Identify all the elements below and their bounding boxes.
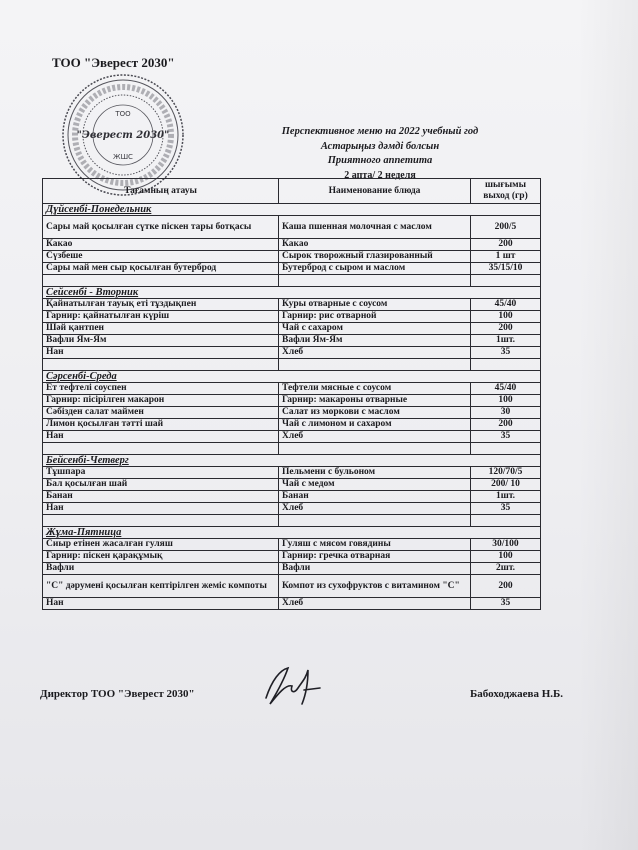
dish-output: 1шт. <box>471 491 541 503</box>
dish-ru <box>279 443 471 455</box>
dish-kz: Вафли <box>43 563 279 575</box>
dish-output: 2шт. <box>471 563 541 575</box>
dish-kz: Қайнатылған тауық еті тұздықпен <box>43 299 279 311</box>
page-shadow <box>578 0 638 850</box>
stamp-bottom-text: ЖШС <box>113 153 133 161</box>
dish-ru: Салат из моркови с маслом <box>279 407 471 419</box>
dish-kz: Гарнир: қайнатылған күріш <box>43 311 279 323</box>
header-kz: Тағамның атауы <box>43 179 279 204</box>
table-row <box>43 216 541 239</box>
table-row <box>43 263 541 275</box>
dish-output: 30/100 <box>471 539 541 551</box>
dish-output: 35 <box>471 503 541 515</box>
table-row <box>43 311 541 323</box>
menu-subtitle-ru: Приятного аппетита <box>327 155 433 166</box>
dish-ru: Гуляш с мясом говядины <box>279 539 471 551</box>
dish-output: 200 <box>471 419 541 431</box>
dish-kz: "С" дәрумені қосылған кептірілген жеміс компоты <box>43 575 279 598</box>
dish-kz <box>43 275 279 287</box>
dish-output: 120/70/5 <box>471 467 541 479</box>
table-row <box>43 575 541 598</box>
dish-ru: Вафли <box>279 563 471 575</box>
day-name: Сейсенбі - Вторник <box>43 287 541 299</box>
table-row <box>43 539 541 551</box>
stamp-center-text: "Эверест 2030" <box>76 130 170 141</box>
dish-output <box>471 443 541 455</box>
menu-title: Перспективное меню на 2022 учебный год <box>281 126 479 137</box>
dish-ru: Сырок творожный глазированный <box>279 251 471 263</box>
dish-kz: Нан <box>43 598 279 610</box>
dish-kz: Нан <box>43 431 279 443</box>
day-row <box>43 287 541 299</box>
day-row <box>43 527 541 539</box>
dish-kz: Гарнир: пісірілген макарон <box>43 395 279 407</box>
dish-kz: Нан <box>43 347 279 359</box>
dish-kz: Сәбізден салат маймен <box>43 407 279 419</box>
dish-kz: Нан <box>43 503 279 515</box>
table-row <box>43 563 541 575</box>
header-ru: Наименование блюда <box>279 179 471 204</box>
table-row <box>43 347 541 359</box>
dish-output: 100 <box>471 551 541 563</box>
table-row <box>43 515 541 527</box>
dish-ru: Какао <box>279 239 471 251</box>
menu-subtitle-kz: Астарыңыз дәмді болсын <box>320 141 440 152</box>
dish-kz: Сары май мен сыр қосылған бутерброд <box>43 263 279 275</box>
dish-kz <box>43 443 279 455</box>
table-row <box>43 407 541 419</box>
dish-ru: Гарнир: рис отварной <box>279 311 471 323</box>
table-row <box>43 431 541 443</box>
dish-kz <box>43 359 279 371</box>
dish-output: 45/40 <box>471 383 541 395</box>
week-label: 2 апта/ 2 неделя <box>344 170 416 181</box>
table-row <box>43 359 541 371</box>
day-name: Дүйсенбі-Понедельник <box>43 204 541 216</box>
dish-ru <box>279 275 471 287</box>
table-row <box>43 335 541 347</box>
dish-ru: Гарнир: макароны отварные <box>279 395 471 407</box>
dish-ru: Куры отварные с соусом <box>279 299 471 311</box>
dish-output: 100 <box>471 395 541 407</box>
dish-kz: Лимон қосылған тәтті шай <box>43 419 279 431</box>
day-row <box>43 371 541 383</box>
dish-kz: Гарнир: піскен қарақұмық <box>43 551 279 563</box>
day-name: Сәрсенбі-Среда <box>43 371 541 383</box>
table-row <box>43 479 541 491</box>
dish-output: 30 <box>471 407 541 419</box>
dish-output <box>471 359 541 371</box>
dish-output: 200 <box>471 239 541 251</box>
dish-output: 200 <box>471 323 541 335</box>
table-row <box>43 275 541 287</box>
dish-output: 200/ 10 <box>471 479 541 491</box>
dish-ru: Чай с сахаром <box>279 323 471 335</box>
dish-ru: Хлеб <box>279 598 471 610</box>
dish-ru: Тефтели мясные с соусом <box>279 383 471 395</box>
dish-kz: Шәй қантпен <box>43 323 279 335</box>
dish-output: 35 <box>471 598 541 610</box>
dish-kz: Тұшпара <box>43 467 279 479</box>
dish-output: 200 <box>471 575 541 598</box>
dish-ru <box>279 359 471 371</box>
dish-kz <box>43 515 279 527</box>
dish-ru: Хлеб <box>279 503 471 515</box>
day-name: Бейсенбі-Четверг <box>43 455 541 467</box>
dish-ru: Вафли Ям-Ям <box>279 335 471 347</box>
dish-ru: Пельмени с бульоном <box>279 467 471 479</box>
director-name: Бабоходжаева Н.Б. <box>470 688 564 700</box>
dish-kz: Банан <box>43 491 279 503</box>
dish-output: 1 шт <box>471 251 541 263</box>
table-row <box>43 467 541 479</box>
header-output: шығымы выход (гр) <box>471 179 541 204</box>
dish-ru: Чай с лимоном и сахаром <box>279 419 471 431</box>
dish-ru: Банан <box>279 491 471 503</box>
day-name: Жұма-Пятница <box>43 527 541 539</box>
table-row <box>43 491 541 503</box>
table-row <box>43 419 541 431</box>
table-row <box>43 551 541 563</box>
dish-ru: Бутерброд с сыром и маслом <box>279 263 471 275</box>
table-row <box>43 443 541 455</box>
dish-output <box>471 515 541 527</box>
dish-output: 35 <box>471 431 541 443</box>
dish-kz: Бал қосылған шай <box>43 479 279 491</box>
dish-kz: Какао <box>43 239 279 251</box>
dish-ru: Хлеб <box>279 431 471 443</box>
dish-ru: Гарнир: гречка отварная <box>279 551 471 563</box>
director-label: Директор ТОО "Эверест 2030" <box>40 688 195 700</box>
dish-ru: Компот из сухофруктов с витамином "С" <box>279 575 471 598</box>
dish-output: 35/15/10 <box>471 263 541 275</box>
dish-kz: Сүзбеше <box>43 251 279 263</box>
stamp-top-text: ТОО <box>115 110 131 118</box>
dish-output: 35 <box>471 347 541 359</box>
signature-image <box>258 660 328 710</box>
dish-ru: Хлеб <box>279 347 471 359</box>
dish-output: 1шт. <box>471 335 541 347</box>
day-row <box>43 204 541 216</box>
table-row <box>43 395 541 407</box>
dish-ru: Каша пшенная молочная с маслом <box>279 216 471 239</box>
dish-output: 45/40 <box>471 299 541 311</box>
table-row <box>43 383 541 395</box>
table-row <box>43 251 541 263</box>
dish-kz: Ет тефтелі соуспен <box>43 383 279 395</box>
table-row <box>43 503 541 515</box>
dish-output <box>471 275 541 287</box>
dish-ru <box>279 515 471 527</box>
table-row <box>43 323 541 335</box>
table-row <box>43 299 541 311</box>
table-row <box>43 239 541 251</box>
dish-output: 100 <box>471 311 541 323</box>
day-row <box>43 455 541 467</box>
company-header: ТОО "Эверест 2030" <box>52 55 175 70</box>
dish-output: 200/5 <box>471 216 541 239</box>
dish-ru: Чай с медом <box>279 479 471 491</box>
dish-kz: Сары май қосылған сүтке піскен тары ботқасы <box>43 216 279 239</box>
menu-table <box>42 178 541 610</box>
table-row <box>43 598 541 610</box>
dish-kz: Сиыр етінен жасалған гуляш <box>43 539 279 551</box>
dish-kz: Вафли Ям-Ям <box>43 335 279 347</box>
